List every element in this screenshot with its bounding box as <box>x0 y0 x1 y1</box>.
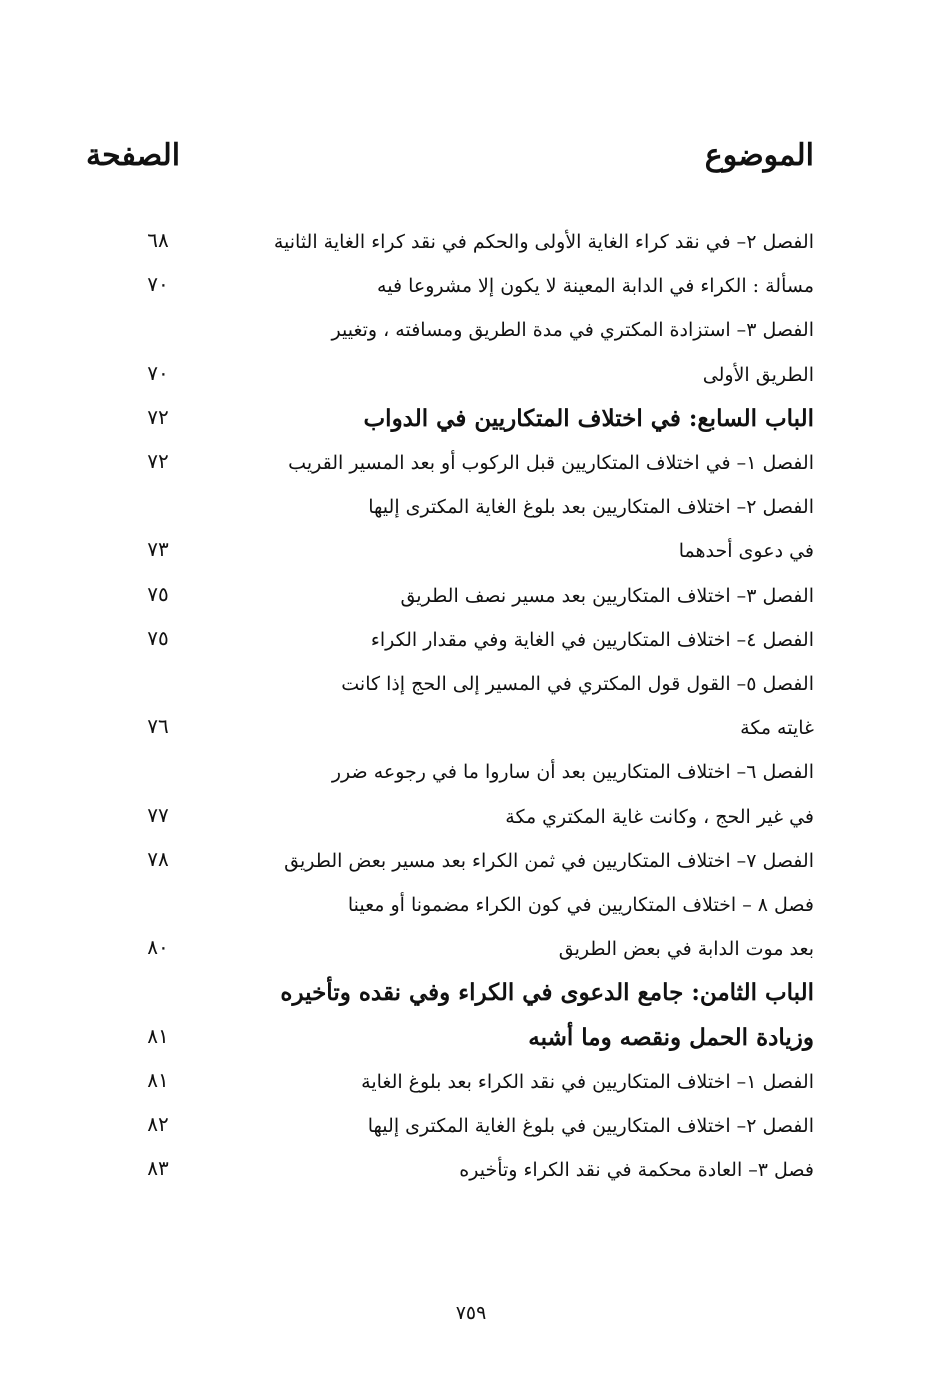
toc-entry-page-number: ٨٣ <box>147 1156 169 1181</box>
toc-entry-page-number: ٨١ <box>147 1067 169 1092</box>
page-column-header: الصفحة <box>86 138 181 173</box>
toc-entry <box>0 885 942 925</box>
toc-entry <box>0 487 942 527</box>
toc-entry <box>0 1062 942 1102</box>
toc-entry-title: الفصل ٢– اختلاف المتكاريين بعد بلوغ الغاية المكترى إليها <box>368 496 814 519</box>
toc-section-heading <box>0 1018 942 1058</box>
toc-entry <box>0 664 942 704</box>
toc-entry <box>0 929 942 969</box>
toc-entry <box>0 841 942 881</box>
toc-entry-title: بعد موت الدابة في بعض الطريق <box>558 938 814 961</box>
toc-entry <box>0 222 942 262</box>
toc-entry <box>0 355 942 395</box>
toc-entry-page-number: ٧٦ <box>147 714 169 739</box>
toc-entry-title: الفصل ٣– استزادة المكتري في مدة الطريق ومسافته ، وتغيير <box>331 319 814 342</box>
toc-entry <box>0 752 942 792</box>
toc-entry <box>0 1106 942 1146</box>
toc-entry-page-number: ٧٠ <box>147 360 169 385</box>
toc-entry <box>0 1150 942 1190</box>
toc-entry-page-number: ٧٠ <box>147 272 169 297</box>
toc-entry-page-number: ٧٥ <box>147 581 169 606</box>
toc-entry-title: في دعوى أحدهما <box>678 540 814 563</box>
toc-entry-title: مسألة : الكراء في الدابة المعينة لا يكون إلا مشروعا فيه <box>377 275 814 298</box>
toc-entry-title: الفصل ٧– اختلاف المتكاريين في ثمن الكراء بعد مسير بعض الطريق <box>284 849 814 872</box>
topic-column-header: الموضوع <box>704 138 814 173</box>
toc-entry-title: وزيادة الحمل ونقصه وما أشبه <box>528 1023 814 1051</box>
toc-entry-page-number: ٨٢ <box>147 1112 169 1136</box>
toc-entry-page-number: ٧٨ <box>147 846 169 871</box>
toc-entry <box>0 797 942 837</box>
toc-entry-title: في غير الحج ، وكانت غاية المكتري مكة <box>505 805 814 828</box>
toc-entry <box>0 443 942 483</box>
page-number: ٧٥٩ <box>455 1302 487 1324</box>
toc-entry <box>0 620 942 660</box>
toc-entry-page-number: ٧٢ <box>147 404 169 429</box>
toc-entry <box>0 576 942 616</box>
toc-entry-title: الفصل ١– في اختلاف المتكاريين قبل الركوب أو بعد المسير القريب <box>288 452 814 474</box>
toc-entry-page-number: ٧٥ <box>147 625 169 650</box>
toc-entry-page-number: ٧٣ <box>147 537 169 562</box>
toc-entry-title: الفصل ١– اختلاف المتكاريين في نقد الكراء بعد بلوغ الغاية <box>361 1070 814 1093</box>
toc-entry <box>0 310 942 350</box>
toc-entry-title: غايته مكة <box>740 717 814 740</box>
toc-entry-title: الفصل ٤– اختلاف المتكاريين في الغاية وفي مقدار الكراء <box>370 628 814 651</box>
toc-entry-title: فصل ٣– العادة محكمة في نقد الكراء وتأخيره <box>459 1159 814 1182</box>
toc-entry-page-number: ٧٢ <box>147 449 169 473</box>
toc-entry-page-number: ٨٠ <box>147 935 169 960</box>
toc-entry <box>0 531 942 571</box>
toc-entry-title: الباب السابع: في اختلاف المتكاريين في الدواب <box>363 404 814 432</box>
toc-entry-title: الطريق الأولى <box>702 363 814 386</box>
toc-section-heading <box>0 973 942 1013</box>
toc-entry-page-number: ٧٧ <box>147 802 169 827</box>
toc-entry-title: الفصل ٣– اختلاف المتكاريين بعد مسير نصف الطريق <box>400 584 814 607</box>
toc-entry-title: الفصل ٦– اختلاف المتكاريين بعد أن ساروا ما في رجوعه ضرر <box>331 761 814 784</box>
toc-entry-page-number: ٨١ <box>147 1023 169 1048</box>
toc-entry <box>0 708 942 748</box>
toc-entry <box>0 266 942 306</box>
toc-entry-title: فصل ٨ – اختلاف المتكاريين في كون الكراء مضمونا أو معينا <box>347 894 814 916</box>
toc-entry-title: الفصل ٢– اختلاف المتكاريين في بلوغ الغاية المكترى إليها <box>367 1115 814 1137</box>
toc-entry-title: الباب الثامن: جامع الدعوى في الكراء وفي نقده وتأخيره <box>280 979 814 1007</box>
toc-entry-title: الفصل ٥– القول قول المكتري في المسير إلى الحج إذا كانت <box>341 673 814 695</box>
toc-entry-page-number: ٦٨ <box>147 228 169 252</box>
toc-section-heading <box>0 399 942 439</box>
toc-entry-title: الفصل ٢– في نقد كراء الغاية الأولى والحكم في نقد كراء الغاية الثانية <box>273 231 814 253</box>
